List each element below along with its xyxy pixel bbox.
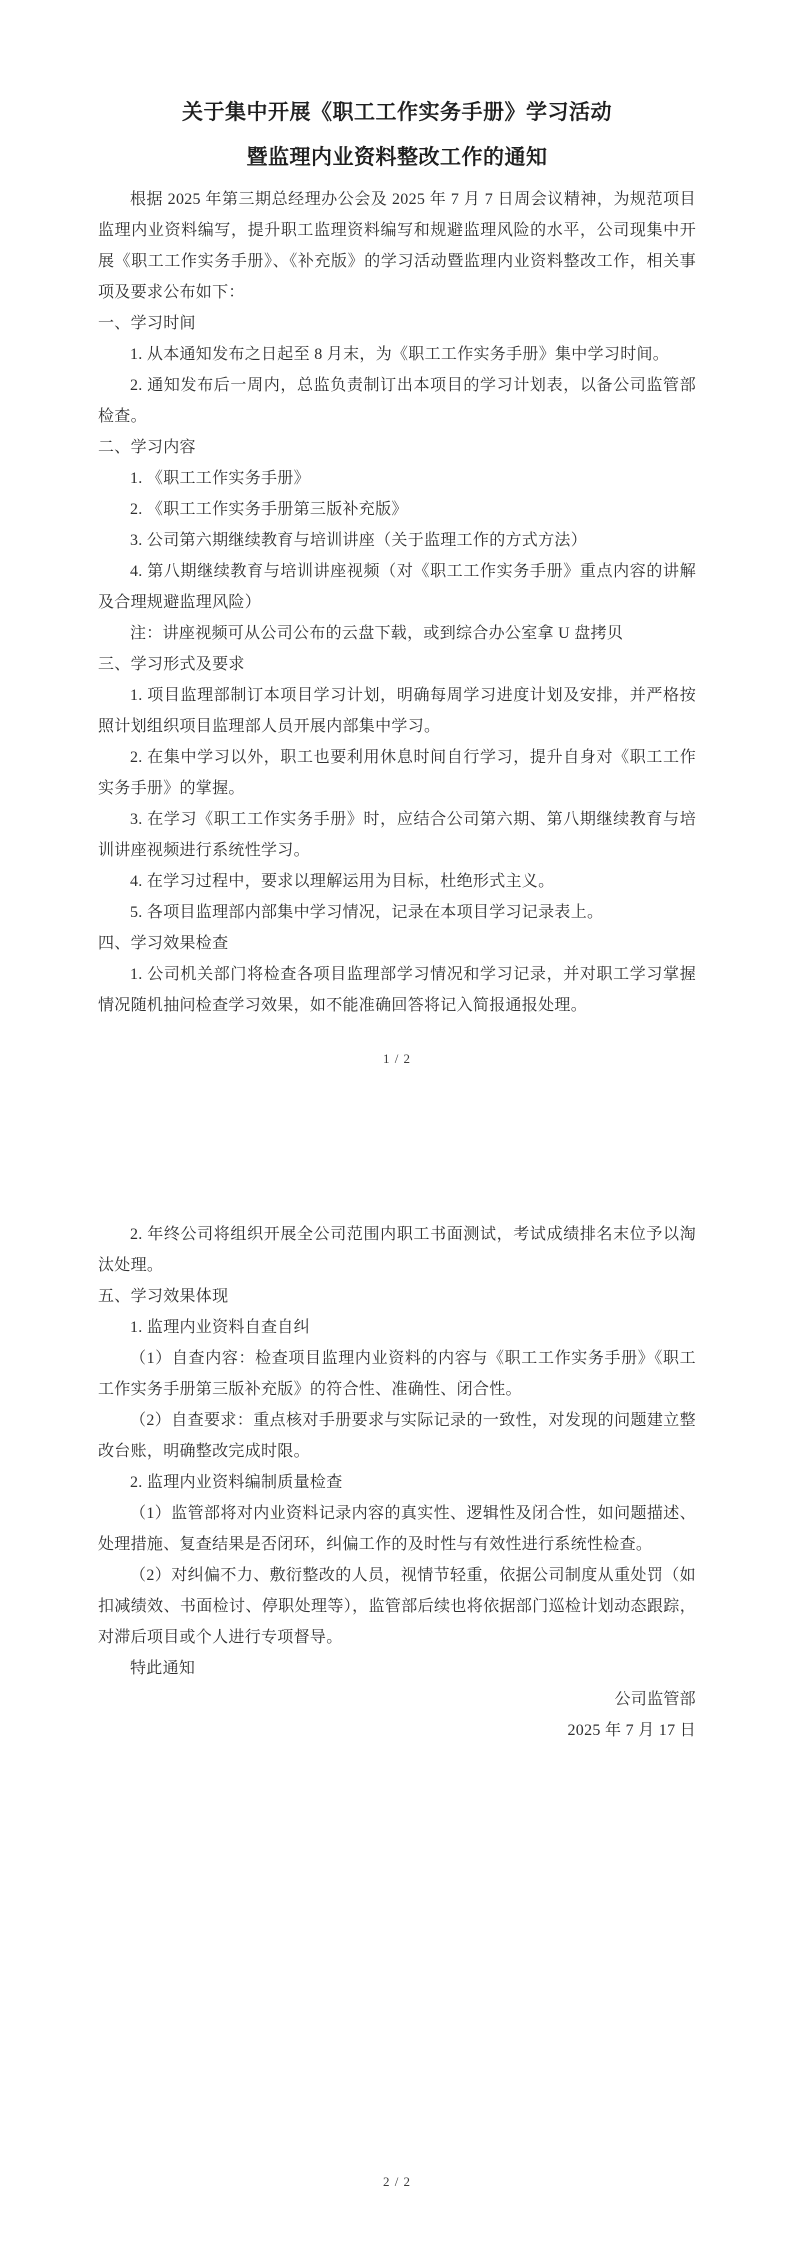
section-heading: 四、学习效果检查: [98, 935, 229, 952]
paragraph: （1）自查内容：检查项目监理内业资料的内容与《职工工作实务手册》《职工工作实务手册第三版补充版》的符合性、准确性、闭合性。: [98, 1350, 696, 1398]
page-2-number: 2 / 2: [382, 2174, 412, 2189]
paragraph: 3. 公司第六期继续教育与培训讲座（关于监理工作的方式方法）: [130, 532, 588, 549]
paragraph: 2. 在集中学习以外，职工也要利用休息时间自行学习，提升自身对《职工工作实务手册》的掌握。: [98, 749, 696, 797]
page-2: [0, 1123, 794, 2246]
section-heading: 一、学习时间: [98, 315, 196, 332]
doc-title-line-1: 关于集中开展《职工工作实务手册》学习活动: [182, 100, 612, 124]
page-2-content: [0, 1123, 794, 1746]
paragraph: （2）对纠偏不力、敷衍整改的人员，视情节轻重，依据公司制度从重处罚（如扣减绩效、书面检讨、停职处理等），监管部后续也将依据部门巡检计划动态跟踪，对滞后项目或个人进行专项督导。: [98, 1567, 696, 1646]
paragraph: 1. 公司机关部门将检查各项目监理部学习情况和学习记录，并对职工学习掌握情况随机抽问检查学习效果，如不能准确回答将记入简报通报处理。: [98, 966, 696, 1014]
page-2-paragraphs: [98, 1219, 696, 1746]
paragraph: 特此通知: [130, 1660, 196, 1677]
signature-line: 公司监管部: [614, 1691, 696, 1708]
doc-title-block: [98, 90, 696, 180]
paragraph: 3. 在学习《职工工作实务手册》时，应结合公司第六期、第八期继续教育与培训讲座视频进行系统性学习。: [98, 811, 696, 859]
section-heading: 三、学习形式及要求: [98, 656, 245, 673]
paragraph: 1. 项目监理部制订本项目学习计划，明确每周学习进度计划及安排，并严格按照计划组织项目监理部人员开展内部集中学习。: [98, 687, 696, 735]
page-1-paragraphs: [98, 184, 696, 1021]
paragraph: （1）监管部将对内业资料记录内容的真实性、逻辑性及闭合性，如问题描述、处理措施、复查结果是否闭环，纠偏工作的及时性与有效性进行系统性检查。: [98, 1505, 696, 1553]
paragraph: 2. 《职工工作实务手册第三版补充版》: [130, 501, 408, 518]
doc-title-line-2: 暨监理内业资料整改工作的通知: [246, 145, 548, 169]
section-heading: 二、学习内容: [98, 439, 196, 456]
paragraph: 2. 监理内业资料编制质量检查: [130, 1474, 343, 1491]
paragraph: 4. 在学习过程中，要求以理解运用为目标，杜绝形式主义。: [130, 873, 555, 890]
paragraph: 4. 第八期继续教育与培训讲座视频（对《职工工作实务手册》重点内容的讲解及合理规避监理风险）: [98, 563, 696, 611]
paragraph: 1. 监理内业资料自查自纠: [130, 1319, 310, 1336]
signature-line: 2025 年 7 月 17 日: [567, 1722, 696, 1739]
paragraph: 1. 《职工工作实务手册》: [130, 470, 310, 487]
page-1-number: 1 / 2: [382, 1051, 412, 1066]
paragraph: 1. 从本通知发布之日起至 8 月末，为《职工工作实务手册》集中学习时间。: [130, 346, 670, 363]
paragraph: 2. 年终公司将组织开展全公司范围内职工书面测试，考试成绩排名末位予以淘汰处理。: [98, 1226, 696, 1274]
page-1-content: [0, 0, 794, 1021]
paragraph: （2）自查要求：重点核对手册要求与实际记录的一致性，对发现的问题建立整改台账，明确整改完成时限。: [98, 1412, 696, 1460]
paragraph: 根据 2025 年第三期总经理办公会及 2025 年 7 月 7 日周会议精神，为规范项目监理内业资料编写，提升职工监理资料编写和规避监理风险的水平，公司现集中开展《职工工作实务手册》、《补充版》的学习活动暨监理内业资料整改工作，相关事项及要求公布如下：: [98, 191, 696, 301]
paragraph: 5. 各项目监理部内部集中学习情况，记录在本项目学习记录表上。: [130, 904, 604, 921]
paragraph: 2. 通知发布后一周内，总监负责制订出本项目的学习计划表，以备公司监管部检查。: [98, 377, 696, 425]
paragraph: 注：讲座视频可从公司公布的云盘下载，或到综合办公室拿 U 盘拷贝: [130, 625, 624, 642]
section-heading: 五、学习效果体现: [98, 1288, 229, 1305]
